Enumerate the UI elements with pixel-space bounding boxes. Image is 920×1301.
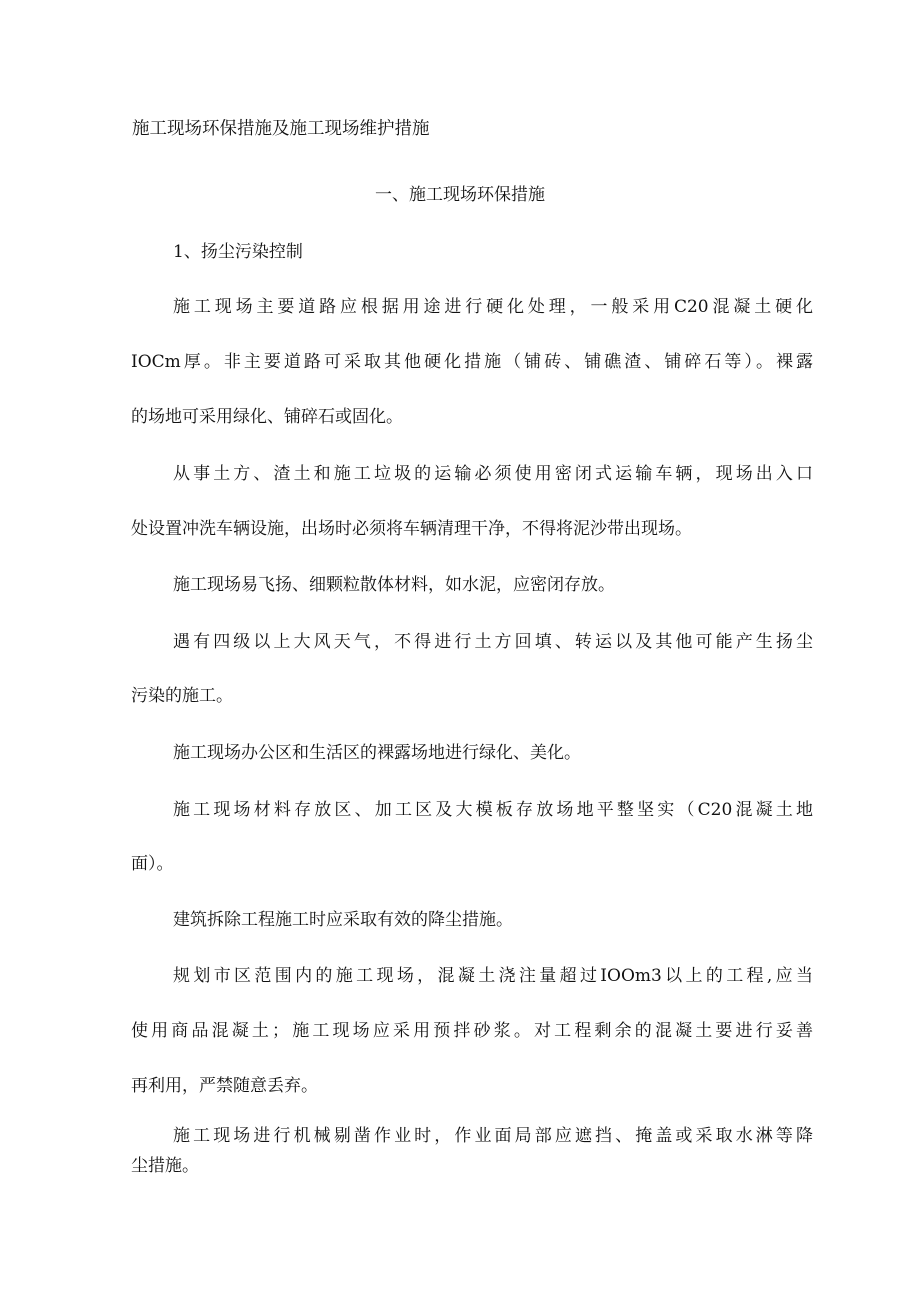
paragraph-line: 遇有四级以上大风天气，不得进行土方回填、转运以及其他可能产生扬尘 [173,632,813,652]
document-title: 施工现场环保措施及施工现场维护措施 [132,119,430,139]
paragraph-line: 施工现场办公区和生活区的裸露场地进行绿化、美化。 [173,743,581,763]
paragraph-line: 的场地可采用绿化、铺碎石或固化。 [131,407,403,427]
paragraph-line: 使用商品混凝土；施工现场应采用预拌砂浆。对工程剩余的混凝土要进行妥善 [131,1021,813,1041]
paragraph-line: 建筑拆除工程施工时应采取有效的降尘措施。 [173,910,513,930]
paragraph-line: IOCm厚。非主要道路可采取其他硬化措施（铺砖、铺礁渣、铺碎石等）。裸露 [131,352,813,372]
sub-heading: 1、扬尘污染控制 [173,242,303,262]
paragraph-line: 处设置冲洗车辆设施，出场时必须将车辆清理干净，不得将泥沙带出现场。 [131,519,692,539]
paragraph-line: 规划市区范围内的施工现场，混凝土浇注量超过IOOm3以上的工程,应当 [173,966,813,986]
paragraph-line: 施工现场易飞扬、细颗粒散体材料，如水泥，应密闭存放。 [173,575,615,595]
paragraph-line: 污染的施工。 [131,686,233,706]
section-heading: 一、施工现场环保措施 [375,185,545,205]
paragraph-line: 面）。 [131,854,174,874]
paragraph-line: 施工现场材料存放区、加工区及大模板存放场地平整坚实（C20混凝土地 [173,800,813,820]
paragraph-line: 施工现场主要道路应根据用途进行硬化处理，一般采用C20混凝土硬化 [173,297,813,317]
paragraph-line: 再利用，严禁随意丢弃。 [131,1076,318,1096]
paragraph-line: 从事土方、渣土和施工垃圾的运输必须使用密闭式运输车辆，现场出入口 [173,464,813,484]
paragraph-line: 尘措施。 [131,1156,199,1176]
paragraph-line: 施工现场进行机械剔凿作业时，作业面局部应遮挡、掩盖或采取水淋等降 [173,1126,813,1146]
